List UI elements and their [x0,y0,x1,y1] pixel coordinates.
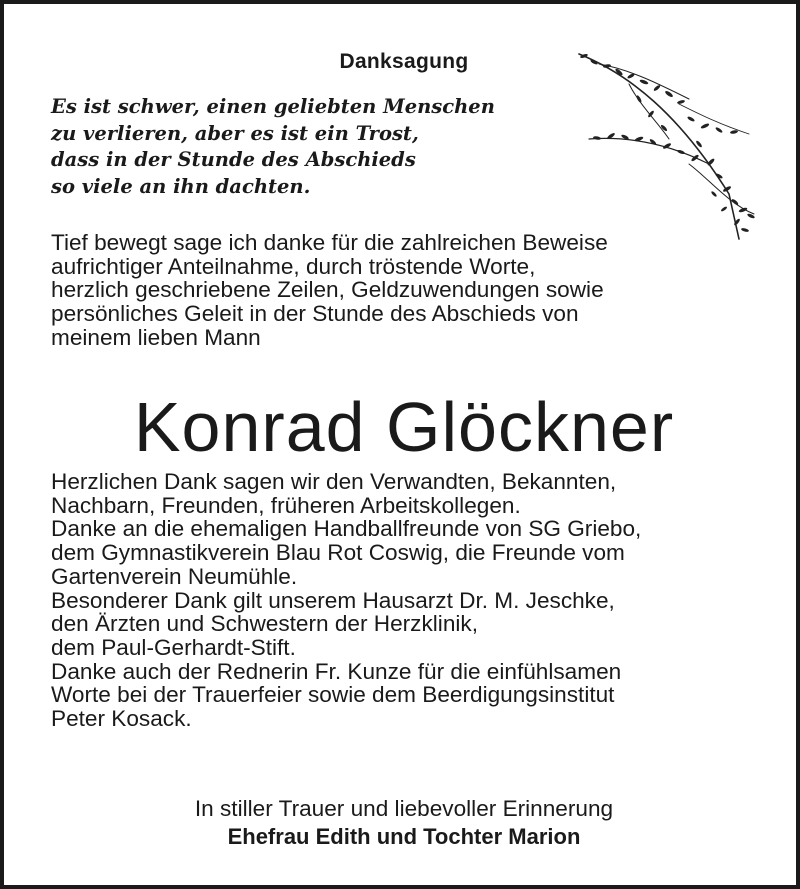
signature: Ehefrau Edith und Tochter Marion [227,824,581,849]
text-line: Peter Kosack. [51,706,192,732]
text-line: aufrichtiger Anteilnahme, durch tröstende Worte, [51,253,536,279]
text-line: meinem lieben Mann [51,324,261,350]
branch-icon [569,44,769,244]
text-line: herzlich geschriebene Zeilen, Geldzuwendungen sowie [51,277,604,303]
quote-line: dass in der Stunde des Abschieds [51,148,416,171]
text-line: Gartenverein Neumühle. [51,563,298,589]
closing-line: In stiller Trauer und liebevoller Erinnerung [194,796,614,821]
thanks-text [51,470,641,731]
text-line: Worte bei der Trauerfeier sowie dem Beerdigungsinstitut [51,682,615,708]
text-line: Danke an die ehemaligen Handballfreunde von SG Griebo, [51,516,642,542]
acknowledgement-text [51,231,608,350]
text-line: Nachbarn, Freunden, früheren Arbeitskollegen. [51,492,521,518]
text-line: Herzlichen Dank sagen wir den Verwandten, Bekannten, [51,469,617,494]
quote-line: so viele an ihn dachten. [51,174,311,198]
text-line: Besonderer Dank gilt unserem Hausarzt Dr. M. Jeschke, [51,587,615,613]
deceased-name: Konrad Glöckner [133,388,675,466]
memorial-quote [51,94,571,200]
text-line: dem Gymnastikverein Blau Rot Coswig, die Freunde vom [51,540,625,566]
quote-line: Es ist schwer, einen geliebten Menschen [51,95,495,118]
text-line: den Ärzten und Schwestern der Herzklinik, [51,611,478,637]
notice-heading: Danksagung [339,50,469,73]
text-line: Tief bewegt sage ich danke für die zahlreichen Beweise [51,230,608,255]
text-line: dem Paul-Gerhardt-Stift. [51,634,296,660]
quote-line: zu verlieren, aber es ist ein Trost, [51,121,419,145]
text-line: Danke auch der Rednerin Fr. Kunze für die einfühlsamen [51,658,622,684]
text-line: persönliches Geleit in der Stunde des Abschieds von [51,301,579,327]
